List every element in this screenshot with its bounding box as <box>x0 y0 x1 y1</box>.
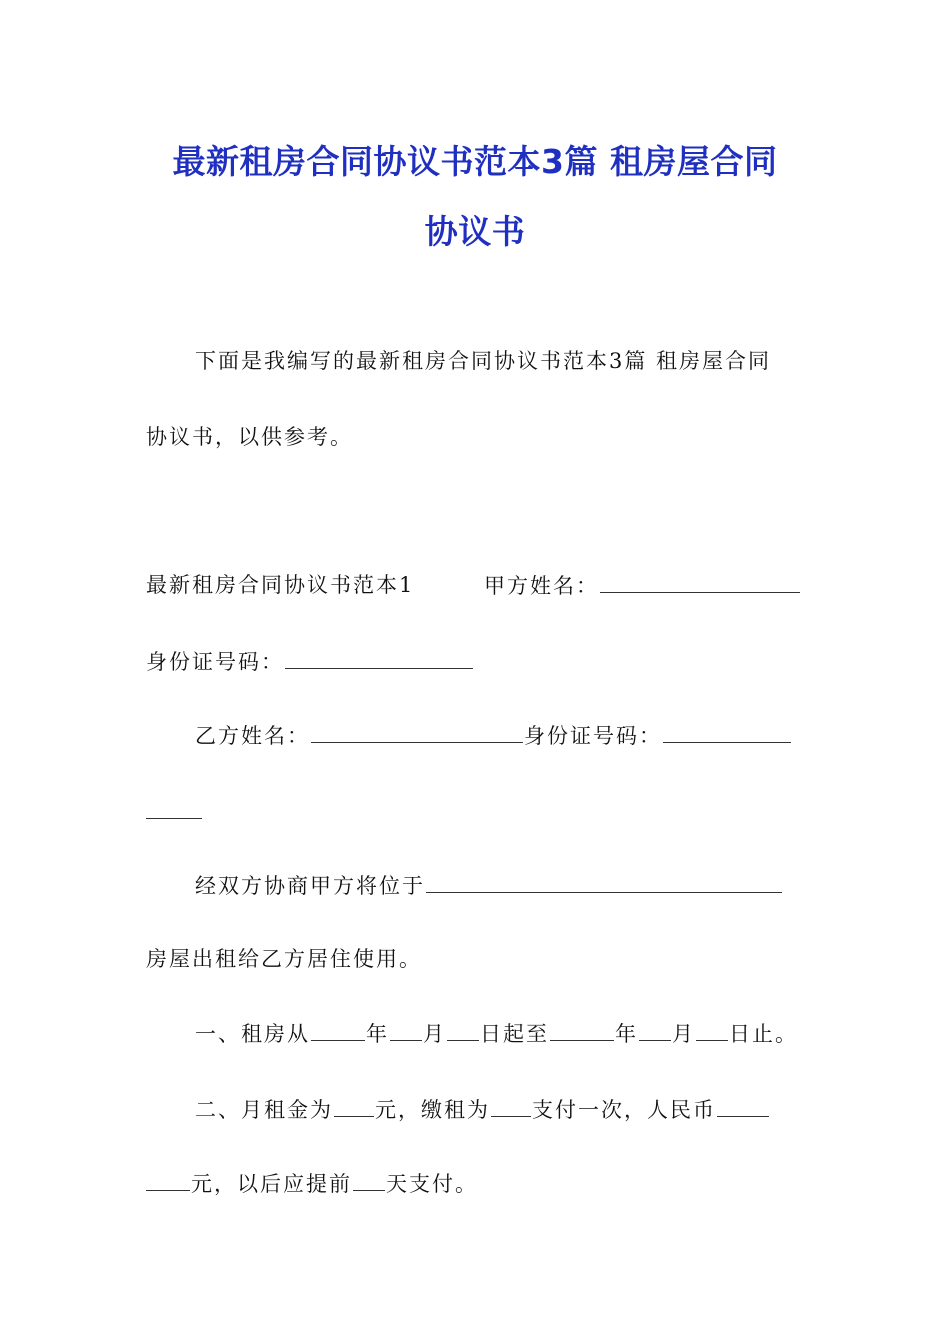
party-a-name-label: 甲方姓名： <box>484 574 599 598</box>
term-prefix: 一、租房从 <box>195 1022 310 1046</box>
term-month-2: 月 <box>672 1022 695 1046</box>
party-b-id-blank-continued[interactable] <box>146 798 202 819</box>
rent-amount-blank[interactable] <box>334 1096 374 1117</box>
party-a-id-blank[interactable] <box>285 648 473 669</box>
term-start-month-blank[interactable] <box>390 1020 422 1041</box>
rent-yuan-2: 元，以后应提前 <box>191 1172 352 1196</box>
rent-days: 天支付。 <box>386 1172 478 1196</box>
party-b-id-blank[interactable] <box>663 722 791 743</box>
term-start-day-blank[interactable] <box>447 1020 479 1041</box>
term-end-day-blank[interactable] <box>696 1020 728 1041</box>
term-end-month-blank[interactable] <box>639 1020 671 1041</box>
rent-period-blank[interactable] <box>491 1096 531 1117</box>
term-row <box>195 1020 798 1047</box>
rent-advance-days-blank[interactable] <box>353 1170 385 1191</box>
term-month-1: 月 <box>423 1022 446 1046</box>
sample1-heading: 最新租房合同协议书范本1 <box>146 573 415 597</box>
term-day-1: 日起至 <box>480 1022 549 1046</box>
party-a-id-label: 身份证号码： <box>146 650 284 674</box>
document-title-line-1: 最新租房合同协议书范本3篇 租房屋合同 <box>172 142 778 181</box>
term-day-2: 日止。 <box>729 1022 798 1046</box>
location-suffix-row <box>146 946 422 972</box>
term-year-1: 年 <box>366 1022 389 1046</box>
sample1-heading-row <box>146 572 414 598</box>
party-b-name-blank[interactable] <box>311 722 523 743</box>
party-b-name-label: 乙方姓名： <box>195 724 310 748</box>
party-b-id-label: 身份证号码： <box>524 724 662 748</box>
term-year-2: 年 <box>615 1022 638 1046</box>
rent-yuan: 元，缴租为 <box>375 1098 490 1122</box>
document-title-line-2: 协议书 <box>424 212 526 251</box>
term-start-year-blank[interactable] <box>311 1020 365 1041</box>
party-b-row <box>195 722 792 749</box>
rent-prefix: 二、月租金为 <box>195 1098 333 1122</box>
rent-row <box>195 1096 770 1123</box>
rent-rmb-blank-continued[interactable] <box>146 1170 190 1191</box>
party-b-id-continuation <box>146 798 202 825</box>
intro-line-2: 协议书，以供参考。 <box>146 425 353 449</box>
party-a-name-row <box>484 572 801 599</box>
location-suffix: 房屋出租给乙方居住使用。 <box>146 947 422 971</box>
party-a-name-blank[interactable] <box>600 572 800 593</box>
rent-rmb-blank[interactable] <box>717 1096 769 1117</box>
location-prefix: 经双方协商甲方将位于 <box>195 874 425 898</box>
intro-line-1: 下面是我编写的最新租房合同协议书范本3篇 租房屋合同 <box>195 349 772 373</box>
rent-pay-once: 支付一次，人民币 <box>532 1098 716 1122</box>
rent-continuation-row <box>146 1170 478 1197</box>
location-row <box>195 872 783 899</box>
party-a-id-row <box>146 648 474 675</box>
term-end-year-blank[interactable] <box>550 1020 614 1041</box>
location-blank[interactable] <box>426 872 782 893</box>
